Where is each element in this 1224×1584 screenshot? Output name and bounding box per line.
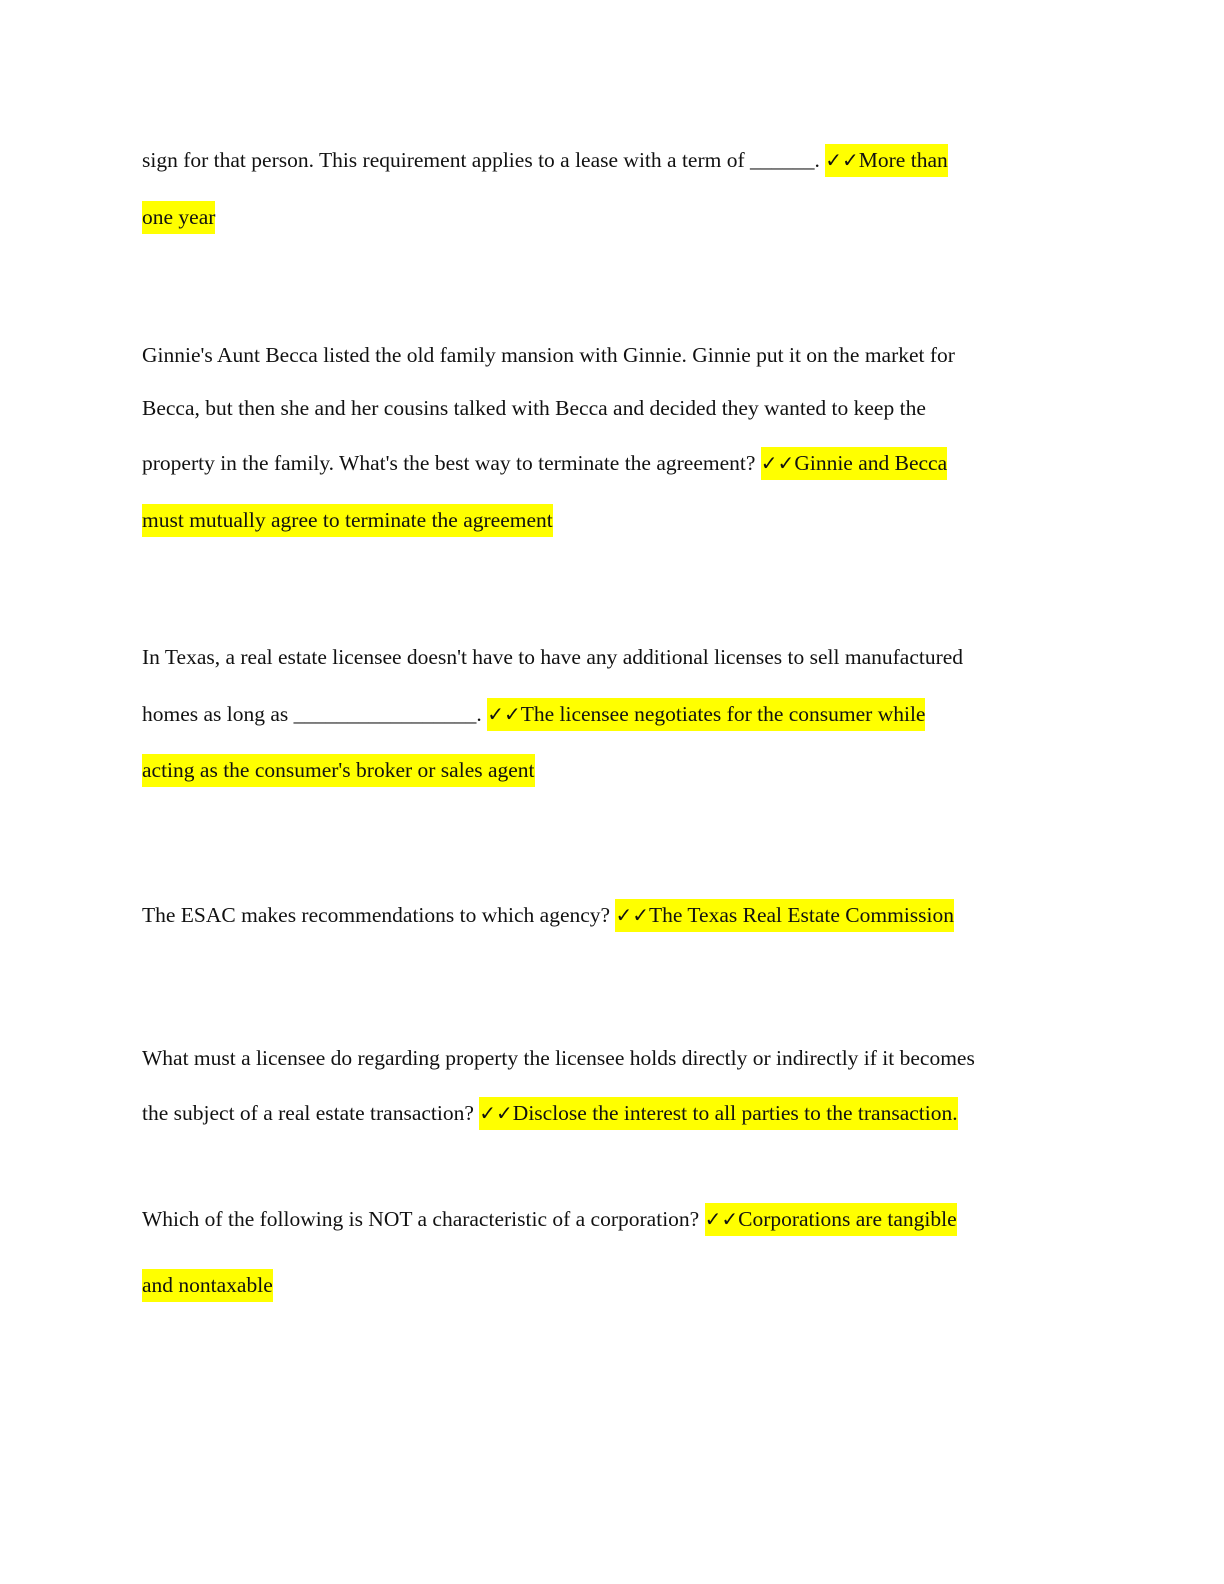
question-line: What must a licensee do regarding property the licensee holds directly or indirectly if it becomes xyxy=(142,1046,975,1070)
double-check-icon: ✓✓ xyxy=(760,451,795,475)
question-line: Which of the following is NOT a characteristic of a corporation? ✓✓Corporations are tangible xyxy=(142,1205,957,1233)
double-check-icon: ✓✓ xyxy=(487,702,521,726)
answer-highlight: one year xyxy=(142,201,215,234)
answer-line xyxy=(142,1271,273,1299)
answer-highlight: must mutually agree to terminate the agreement xyxy=(142,504,553,537)
question-line: The ESAC makes recommendations to which agency? ✓✓The Texas Real Estate Commission xyxy=(142,901,954,929)
question-line: Becca, but then she and her cousins talked with Becca and decided they wanted to keep the xyxy=(142,396,926,420)
answer-highlight: ✓✓More than xyxy=(825,144,947,177)
question-line: homes as long as _________________. ✓✓The licensee negotiates for the consumer while xyxy=(142,700,925,728)
answer-highlight: ✓✓The Texas Real Estate Commission xyxy=(615,899,954,932)
question-line: sign for that person. This requirement applies to a lease with a term of ______. ✓✓More than xyxy=(142,146,948,174)
question-line: In Texas, a real estate licensee doesn't have to have any additional licenses to sell manufactured xyxy=(142,645,964,669)
question-line: property in the family. What's the best way to terminate the agreement? ✓✓Ginnie and Becca xyxy=(142,449,947,477)
answer-highlight: ✓✓Ginnie and Becca xyxy=(761,447,947,480)
answer-highlight: ✓✓Corporations are tangible xyxy=(705,1203,957,1236)
question-line: the subject of a real estate transaction? ✓✓Disclose the interest to all parties to the transaction. xyxy=(142,1099,958,1127)
double-check-icon: ✓✓ xyxy=(479,1101,513,1125)
double-check-icon: ✓✓ xyxy=(704,1207,739,1231)
answer-highlight: ✓✓The licensee negotiates for the consumer while xyxy=(487,698,925,731)
answer-line xyxy=(142,756,535,784)
question-line: Ginnie's Aunt Becca listed the old family mansion with Ginnie. Ginnie put it on the market for xyxy=(142,343,955,367)
answer-highlight: acting as the consumer's broker or sales agent xyxy=(142,754,535,787)
answer-highlight: ✓✓Disclose the interest to all parties to the transaction. xyxy=(479,1097,957,1130)
answer-line xyxy=(142,506,553,534)
answer-highlight: and nontaxable xyxy=(142,1269,273,1302)
double-check-icon: ✓✓ xyxy=(615,903,649,927)
double-check-icon: ✓✓ xyxy=(825,148,859,172)
answer-line xyxy=(142,203,215,231)
